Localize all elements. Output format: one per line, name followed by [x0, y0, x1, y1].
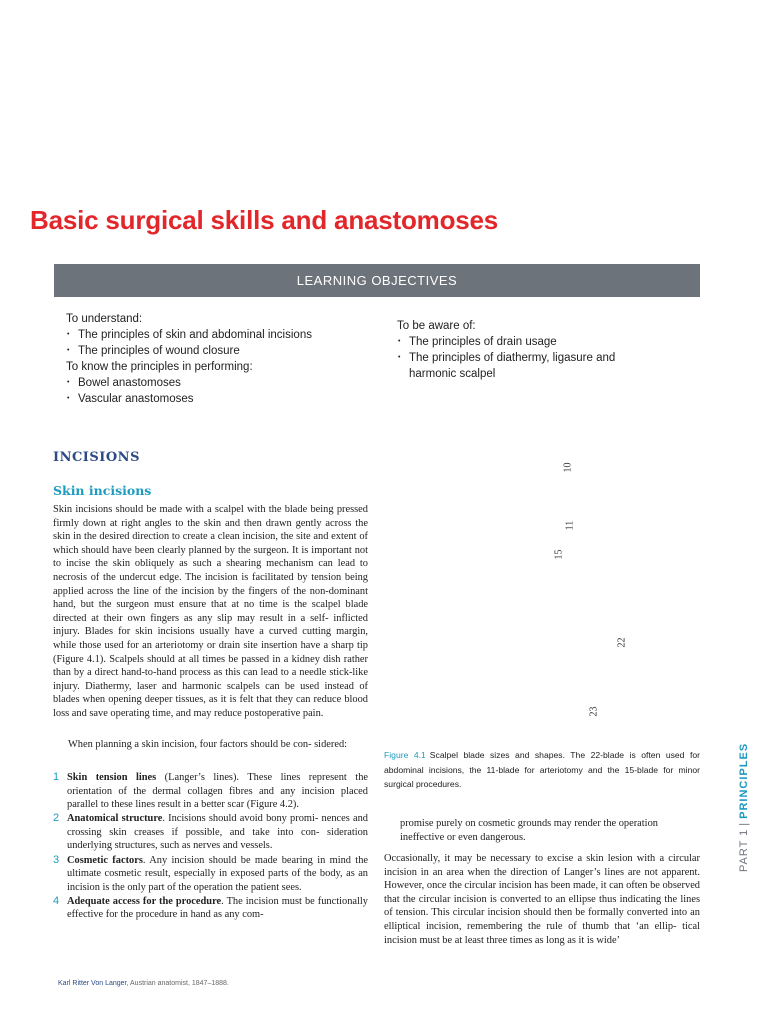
factor-term: Skin tension lines: [67, 772, 157, 783]
figure-caption-text: Scalpel blade sizes and shapes. The 22-blade is often used for abdominal incisions, the 11-blade for arteriotomy and the 15-blade for minor surgical procedures.: [384, 750, 700, 789]
objective-item-line: • The principles of drain usage: [409, 336, 557, 348]
factor-term: Adequate access for the procedure: [67, 895, 222, 907]
objective-item: [397, 334, 697, 350]
objective-item: • Vascular anastomoses: [66, 391, 366, 407]
figure-caption: [384, 748, 700, 792]
footnote: [58, 980, 229, 987]
section-heading: INCISIONS: [53, 450, 140, 465]
factor-term: Cosmetic factors: [67, 854, 143, 866]
body-paragraph: When planning a skin incision, four factors should be con- sidered:: [68, 739, 348, 750]
section-label: PRINCIPLES: [738, 742, 750, 819]
factor-text: . The incision must be functionally effective for the procedure in hand as any com-: [67, 895, 368, 921]
body-paragraph: Occasionally, it may be necessary to excise a skin lesion with a circular incision in an area when the direction of Langer’s lines are not apparent. However, once the circular incision has been made, it can often be observed that the circular incision is converted to an ellipse thus indicating the lines of tension. This circular incision should then be formally converted into an elliptical incision, remembering the rule of thumb that ‘an ellip- tical incision must be at least three times as long as it is wide’: [384, 853, 700, 946]
factor-item: [53, 854, 368, 895]
factor-term: Anatomical structure: [67, 813, 163, 825]
footnote-text: , Austrian anatomist, 1847–1888.: [126, 980, 229, 987]
objective-item: • The principles of skin and abdominal incisions: [66, 327, 366, 343]
part-label: PART 1: [738, 828, 750, 872]
objective-item: • The principles of wound closure: [66, 343, 366, 359]
footnote-name: Karl Ritter Von Langer: [58, 980, 127, 987]
objective-intro: To be aware of:: [397, 320, 476, 332]
factor-item: [53, 812, 368, 853]
objective-item: • Bowel anastomoses: [66, 375, 366, 391]
objective-intro: To understand:: [66, 313, 143, 325]
factor-number: 1: [53, 771, 60, 783]
factor-list: [53, 771, 368, 923]
blade-number-label: 11: [564, 520, 576, 531]
blade-number-label: 22: [616, 637, 628, 648]
chapter-title: Basic surgical skills and anastomoses: [30, 205, 499, 235]
factor-number: 4: [53, 894, 60, 907]
factor-item: [53, 895, 368, 922]
factor-text: . Incisions should avoid bony promi- nences and crossing skin creases if possible, and take into con- sideration underlying structures, such as nerves and vessels.: [67, 813, 369, 852]
blade-number-label: 10: [562, 462, 574, 473]
side-tab-separator: |: [738, 821, 750, 826]
body-paragraph: promise purely on cosmetic grounds may render the operation ineffective or even dangerous.: [400, 818, 658, 843]
objective-intro: To know the principles in performing:: [66, 361, 253, 373]
body-paragraph: Skin incisions should be made with a scalpel with the blade being pressed firmly down at right angles to the skin and then drawn gently across the skin in the desired direction to create a clean incision, the site and extent of which should have been clearly planned by the surgeon. It is important not to incise the skin obliquely as such a shearing mechanism can lead to necrosis of the undercut edge. The incision is facilitated by tension being applied across the line of the incision by the fingers of the non-dominant hand, but the surgeon must ensure that at no time is the scalpel blade directed at their own fingers as any slip may result in a self- inflicted injury. Blades for skin incisions usually have a curved cutting margin, while those used for an arteriotomy or drain site insertion have a sharp tip (Figure 4.1). Scalpels should at all times be passed in a kidney dish rather than by a direct hand-to-hand process as this can lead to a needle stick-like injury. Diathermy, laser and harmonic scalpels can be used instead of blades when opening deeper tissues, as it is felt that they can reduce blood loss and save operating time, and may reduce postoperative pain.: [53, 504, 368, 719]
objective-item-line: • The principles of diathermy, ligasure and: [409, 352, 616, 364]
objective-item-line: harmonic scalpel: [409, 368, 496, 380]
blade-number-label: 23: [588, 706, 600, 717]
blade-number-label: 15: [553, 549, 565, 560]
part-side-tab: [738, 743, 750, 872]
factor-number: 3: [53, 853, 60, 866]
objectives-right: [397, 318, 697, 382]
factor-item: [53, 771, 368, 812]
learning-objectives-heading-text: LEARNING OBJECTIVES: [296, 273, 458, 288]
figure-label: Figure 4.1: [384, 750, 426, 760]
factor-text: (Langer’s lines). These lines represent the orientation of the dermal collagen fibres and any incision placed parallel to these lines result in a better scar (Figure 4.2).: [67, 772, 368, 811]
objective-item: [397, 350, 697, 382]
objectives-left: [66, 311, 366, 407]
learning-objectives-heading: [54, 264, 700, 297]
factor-text: . Any incision should be made bearing in mind the ultimate cosmetic result, especially in exposed parts of the body, as an incision is the only part of the operation the patient sees.: [67, 854, 368, 893]
subsection-heading: Skin incisions: [53, 483, 152, 498]
factor-number: 2: [53, 812, 60, 825]
